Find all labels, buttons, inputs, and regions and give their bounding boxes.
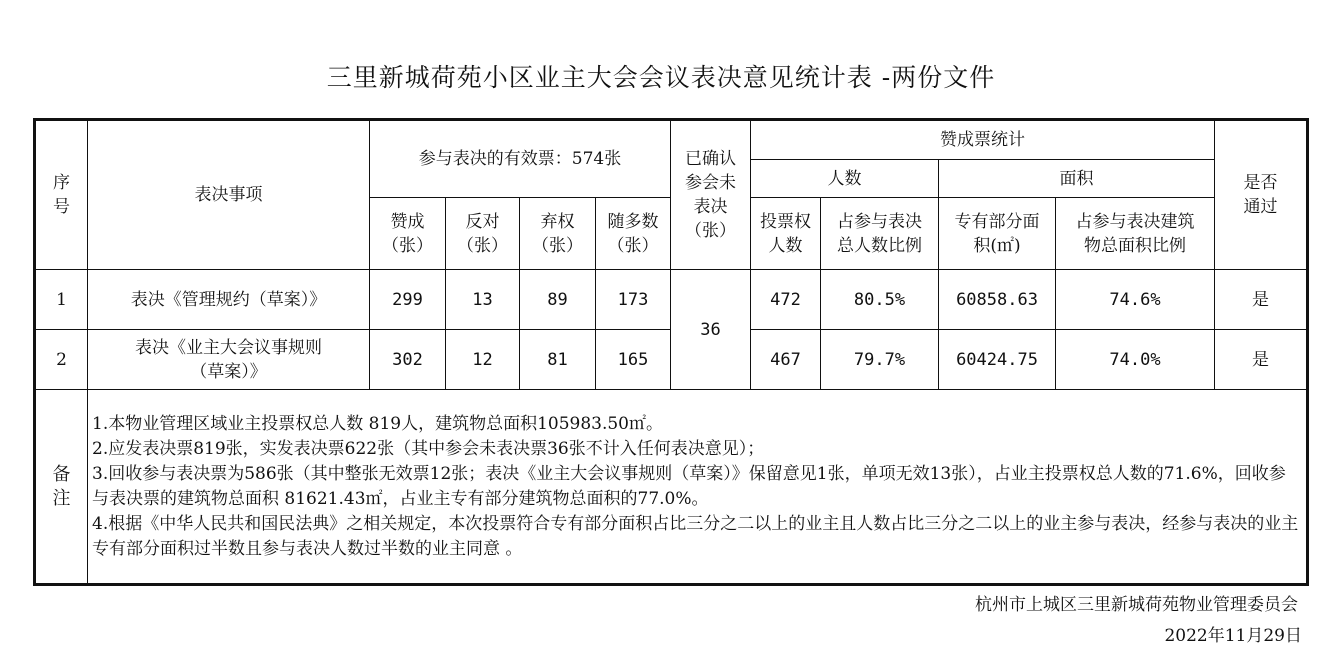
row-follow: 173 <box>596 270 671 330</box>
header-passed: 是否 通过 <box>1215 120 1308 270</box>
row-area: 60424.75 <box>939 330 1056 390</box>
header-exclusive-area: 专有部分面 积(㎡) <box>939 198 1056 270</box>
table-row <box>35 270 1308 330</box>
header-area-ratio: 占参与表决建筑 物总面积比例 <box>1056 198 1215 270</box>
note-item: 1.本物业管理区域业主投票权总人数 819人，建筑物总面积105983.50㎡。 <box>92 413 664 434</box>
header-oppose: 反对 （张） <box>446 198 520 270</box>
note-item: 2.应发表决票819张，实发表决票622张（其中参会未表决票36张不计入任何表决意见）； <box>92 438 765 459</box>
note-item: 3.回收参与表决票为586张（其中整张无效票12张；表决《业主大会议事规则（草案）》保留意见1张，单项无效13张），占业主投票权总人数的71.6%，回收参与表决票的建筑物总面积 81621.43㎡，占业主专有部分建筑物总面积的77.0%。 <box>92 463 1286 509</box>
row-oppose: 13 <box>446 270 520 330</box>
header-people: 人数 <box>751 160 939 198</box>
row-voters: 467 <box>751 330 821 390</box>
row-item: 表决《业主大会议事规则 （草案）》 <box>88 330 370 390</box>
row-passed: 是 <box>1215 270 1308 330</box>
row-seq: 2 <box>35 330 88 390</box>
row-area-ratio: 74.6% <box>1056 270 1215 330</box>
header-people-ratio: 占参与表决 总人数比例 <box>821 198 939 270</box>
header-approve-stats: 赞成票统计 <box>751 120 1215 160</box>
row-seq: 1 <box>35 270 88 330</box>
notes-content <box>88 390 1308 585</box>
notes-row <box>35 390 1308 585</box>
confirmed-not-voted-value: 36 <box>671 270 751 390</box>
row-voters: 472 <box>751 270 821 330</box>
page-title: 三里新城荷苑小区业主大会会议表决意见统计表 -两份文件 <box>326 63 996 92</box>
row-oppose: 12 <box>446 330 520 390</box>
row-area: 60858.63 <box>939 270 1056 330</box>
row-item: 表决《管理规约（草案）》 <box>88 270 370 330</box>
note-item: 4.根据《中华人民共和国民法典》之相关规定，本次投票符合专有部分面积占比三分之二以上的业主且人数占比三分之二以上的业主参与表决，经参与表决的业主专有部分面积过半数且参与表决人数过半数的业主同意 。 <box>92 513 1299 559</box>
row-people-ratio: 79.7% <box>821 330 939 390</box>
header-seq: 序 号 <box>35 120 88 270</box>
row-area-ratio: 74.0% <box>1056 330 1215 390</box>
row-approve: 299 <box>370 270 446 330</box>
header-approve: 赞成 （张） <box>370 198 446 270</box>
header-voters: 投票权 人数 <box>751 198 821 270</box>
footer-date: 2022年11月29日 <box>1164 626 1302 646</box>
header-follow-majority: 随多数 （张） <box>596 198 671 270</box>
row-passed: 是 <box>1215 330 1308 390</box>
header-abstain: 弃权 （张） <box>520 198 596 270</box>
header-item: 表决事项 <box>88 120 370 270</box>
row-follow: 165 <box>596 330 671 390</box>
row-abstain: 81 <box>520 330 596 390</box>
row-approve: 302 <box>370 330 446 390</box>
notes-label: 备 注 <box>35 390 88 585</box>
row-people-ratio: 80.5% <box>821 270 939 330</box>
header-valid-votes: 参与表决的有效票：574张 <box>370 120 671 198</box>
row-abstain: 89 <box>520 270 596 330</box>
vote-statistics-table <box>33 118 1309 586</box>
footer-organization: 杭州市上城区三里新城荷苑物业管理委员会 <box>975 595 1298 615</box>
header-confirmed-not-voted: 已确认 参会未 表决 （张） <box>671 120 751 270</box>
header-area: 面积 <box>939 160 1215 198</box>
